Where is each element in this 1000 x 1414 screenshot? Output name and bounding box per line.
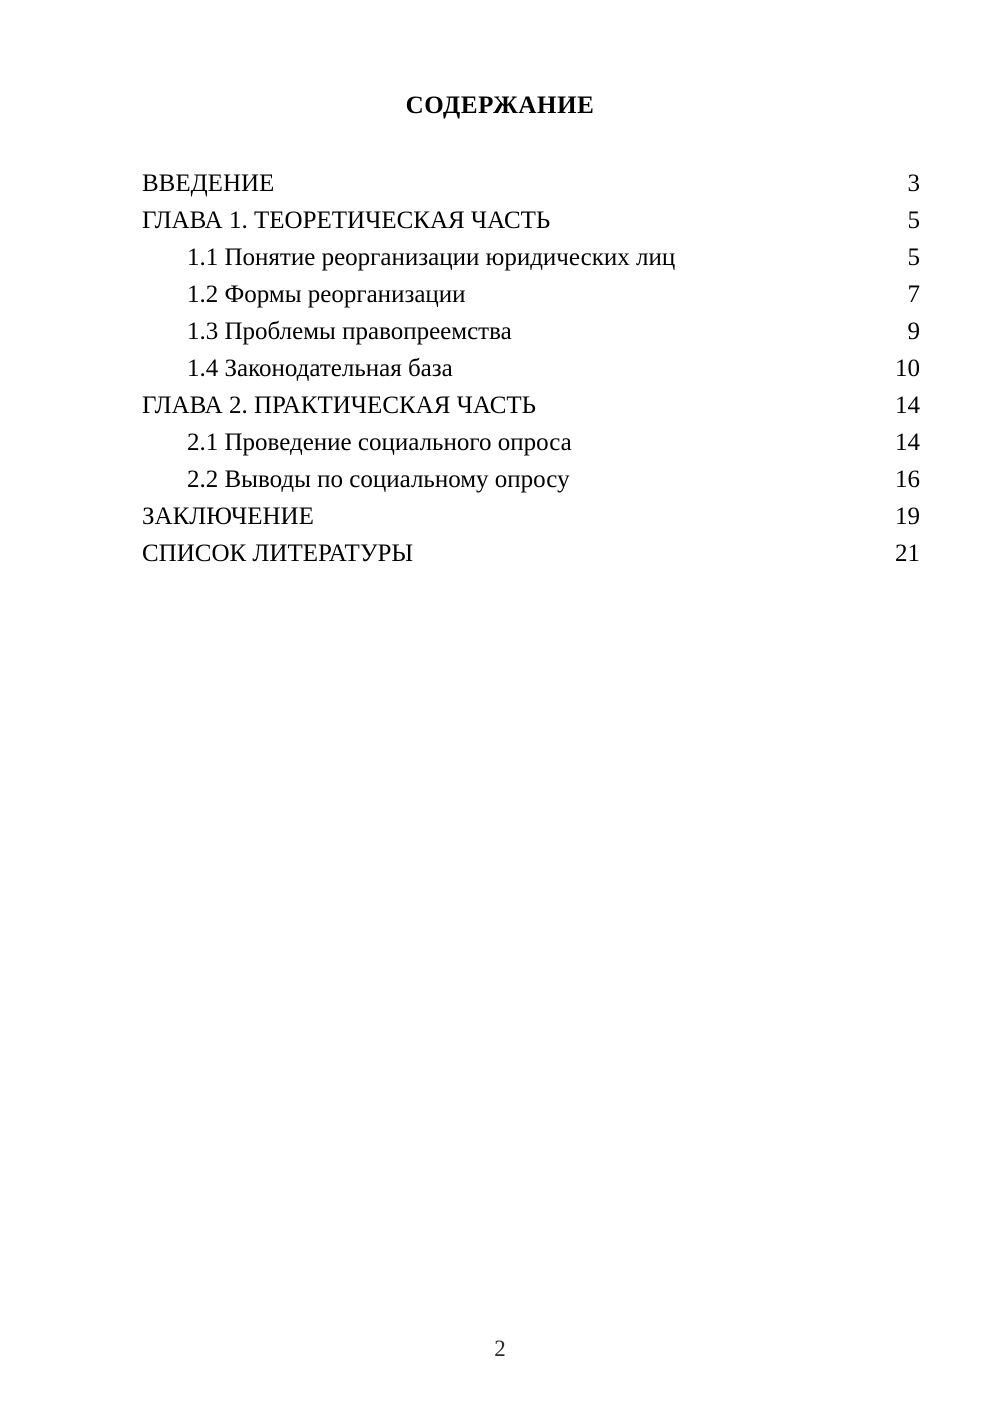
toc-entry-page: 5 bbox=[907, 244, 920, 271]
toc-entry[interactable] bbox=[142, 276, 920, 313]
toc-entry-label: ГЛАВА 2. ПРАКТИЧЕСКАЯ ЧАСТЬ bbox=[142, 392, 537, 419]
toc-entry-page: 21 bbox=[895, 540, 920, 567]
toc-entry[interactable] bbox=[142, 461, 920, 498]
page-footer-number: 2 bbox=[494, 1336, 506, 1361]
toc-entry[interactable] bbox=[142, 313, 920, 350]
toc-entry[interactable] bbox=[142, 165, 920, 202]
toc-entry-label: 1.4 Законодательная база bbox=[187, 355, 453, 382]
toc-entry-label: 1.2 Формы реорганизации bbox=[187, 281, 466, 308]
toc-entry[interactable] bbox=[142, 498, 920, 535]
toc-entry-page: 7 bbox=[907, 281, 920, 308]
toc-entry[interactable] bbox=[142, 350, 920, 387]
toc-entry-label: ГЛАВА 1. ТЕОРЕТИЧЕСКАЯ ЧАСТЬ bbox=[142, 207, 551, 234]
toc-entry-page: 14 bbox=[895, 429, 920, 456]
toc-entry-page: 3 bbox=[907, 170, 920, 197]
toc-entry-page: 9 bbox=[907, 318, 920, 345]
toc-entry-label: 2.1 Проведение социального опроса bbox=[187, 429, 572, 456]
toc-entry-label: 1.1 Понятие реорганизации юридических лиц bbox=[187, 244, 676, 271]
toc-entry-page: 5 bbox=[907, 207, 920, 234]
toc-entry[interactable] bbox=[142, 202, 920, 239]
page-title: СОДЕРЖАНИЕ bbox=[405, 92, 595, 119]
toc-entry-label: СПИСОК ЛИТЕРАТУРЫ bbox=[142, 540, 414, 567]
toc-entry-page: 16 bbox=[895, 466, 920, 493]
toc-entry[interactable] bbox=[142, 387, 920, 424]
toc-entry[interactable] bbox=[142, 239, 920, 276]
toc-entry-label: 2.2 Выводы по социальному опросу bbox=[187, 466, 570, 493]
toc-entry-label: 1.3 Проблемы правопреемства bbox=[187, 318, 512, 345]
toc-entry-label: ВВЕДЕНИЕ bbox=[142, 170, 275, 197]
toc-entry-page: 19 bbox=[895, 503, 920, 530]
toc-entry-label: ЗАКЛЮЧЕНИЕ bbox=[142, 503, 314, 530]
toc-entry[interactable] bbox=[142, 424, 920, 461]
toc-entry-page: 10 bbox=[895, 355, 920, 382]
toc-entry[interactable] bbox=[142, 535, 920, 572]
table-of-contents bbox=[142, 165, 920, 572]
toc-entry-page: 14 bbox=[895, 392, 920, 419]
